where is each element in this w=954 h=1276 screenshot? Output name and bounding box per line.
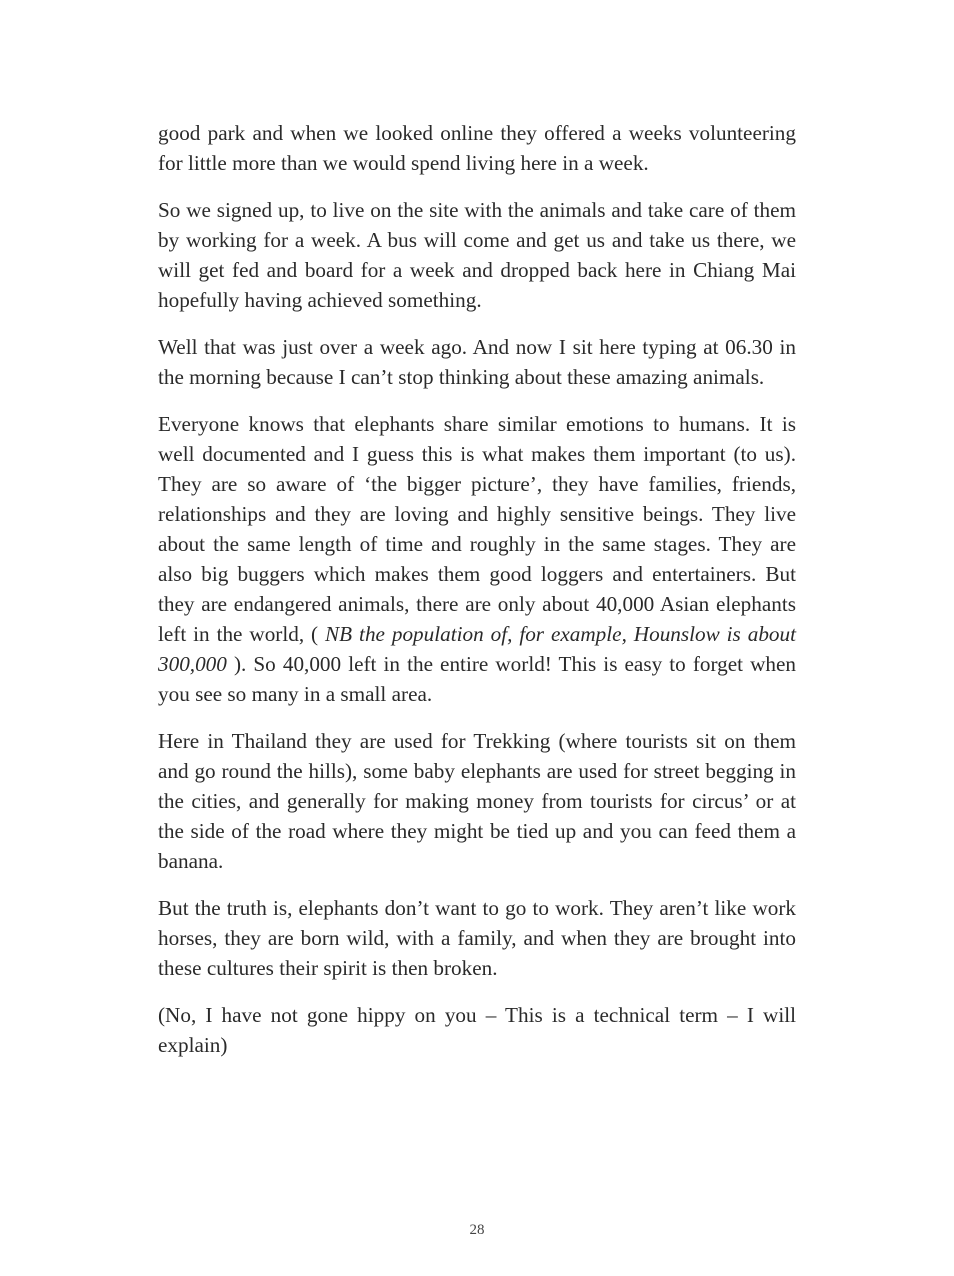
paragraph-1: good park and when we looked online they offered a weeks volunteering for little more than we would spend living here in a week. (158, 121, 796, 175)
paragraph-6: But the truth is, elephants don’t want to go to work. They aren’t like work horses, they are born wild, with a family, and when they are brought into these cultures their spirit is then broken. (158, 896, 796, 980)
page-number: 28 (469, 1222, 485, 1238)
paragraph-2: So we signed up, to live on the site with the animals and take care of them by working for a week. A bus will come and get us and take us there, we will get fed and board for a week and dropped back here in Chiang Mai hopefully having achieved something. (158, 198, 796, 312)
paragraph-4-italic-note: NB the population of, for example, Hounslow is about 300,000 (158, 622, 796, 676)
paragraph-3: Well that was just over a week ago. And now I sit here typing at 06.30 in the morning because I can’t stop thinking about these amazing animals. (158, 335, 796, 389)
paragraph-5: Here in Thailand they are used for Trekking (where tourists sit on them and go round the hills), some baby elephants are used for street begging in the cities, and generally for making money from tourists for circus’ or at the side of the road where they might be tied up and you can feed them a banana. (158, 729, 796, 873)
page-body (158, 118, 796, 1077)
paragraph-4 (158, 409, 796, 709)
paragraph-4-end: ). So 40,000 left in the entire world! This is easy to forget when you see so many in a small area. (158, 652, 797, 706)
paragraph-7: (No, I have not gone hippy on you – This is a technical term – I will explain) (158, 1003, 796, 1057)
paragraph-4-start: Everyone knows that elephants share similar emotions to humans. It is well documented and I guess this is what makes them important (to us). They are so aware of ‘the bigger picture’, they have families, friends, relationships and they are loving and highly sensitive beings. They live about the same length of time and roughly in the same stages. They are also big buggers which makes them good loggers and entertainers. But they are endangered animals, there are only about 40,000 Asian elephants left in the world, ( (158, 412, 796, 646)
